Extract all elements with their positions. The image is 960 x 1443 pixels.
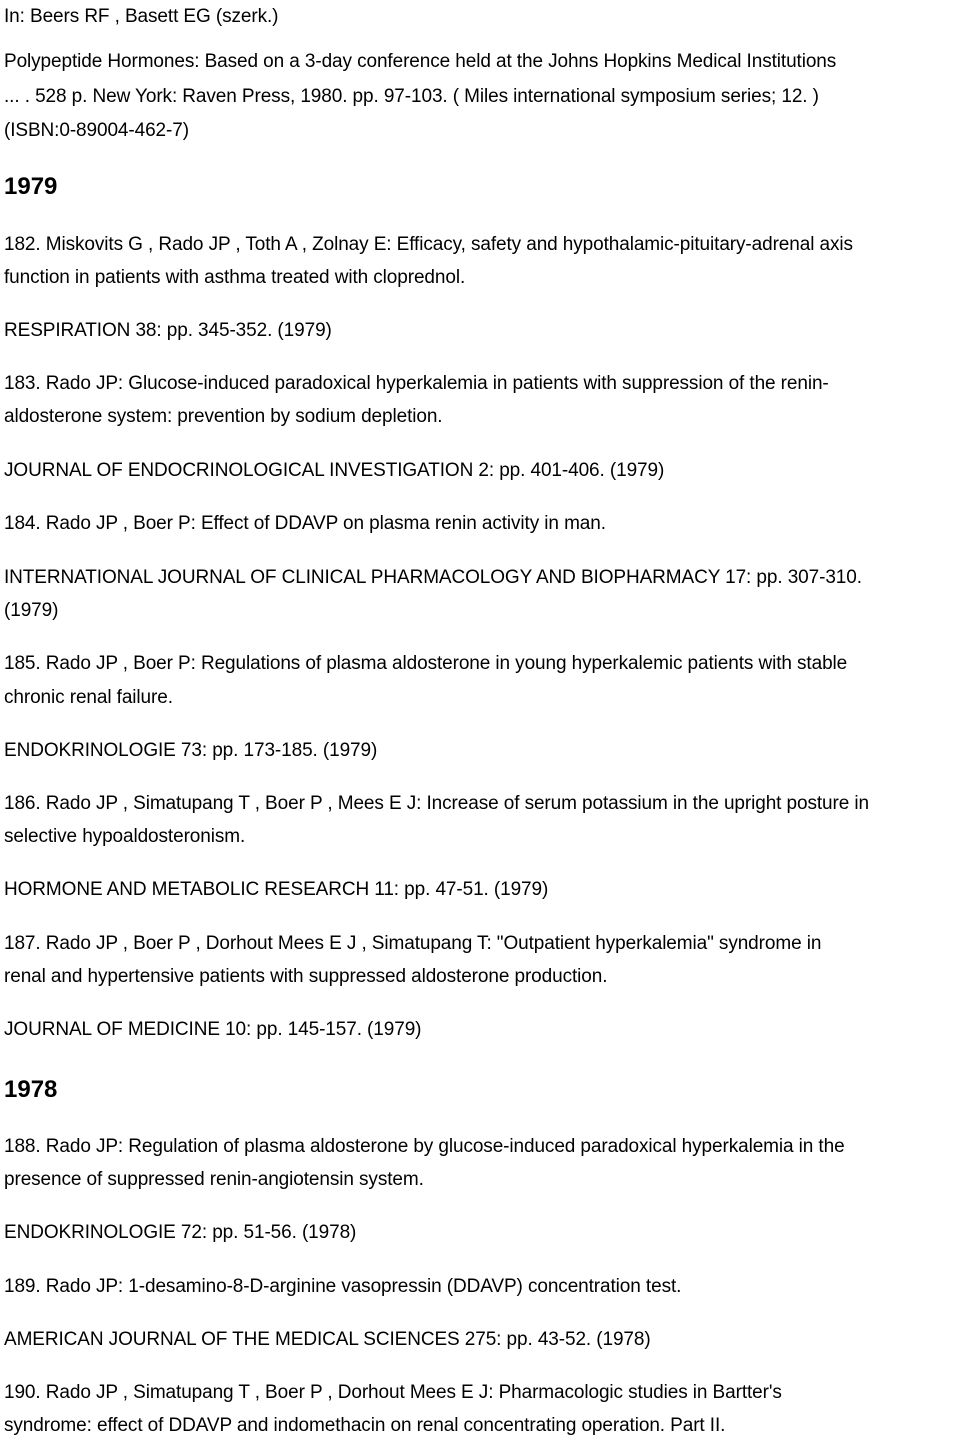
isbn-line: (ISBN:0-89004-462-7): [4, 120, 189, 141]
entry-190-title-cont: syndrome: effect of DDAVP and indomethacin on renal concentrating operation. Part II.: [4, 1415, 726, 1436]
entry-183-title: 183. Rado JP: Glucose-induced paradoxical hyperkalemia in patients with suppression of the renin-: [4, 373, 829, 394]
entry-184-title: 184. Rado JP , Boer P: Effect of DDAVP on plasma renin activity in man.: [4, 513, 606, 534]
entry-182-title: 182. Miskovits G , Rado JP , Toth A , Zolnay E: Efficacy, safety and hypothalamic-pituitary-adrenal axis: [4, 234, 853, 255]
entry-186-title-cont: selective hypoaldosteronism.: [4, 826, 246, 847]
entry-188-journal: ENDOKRINOLOGIE 72: pp. 51-56. (1978): [4, 1222, 357, 1243]
book-title-line: Polypeptide Hormones: Based on a 3-day conference held at the Johns Hopkins Medical Institutions: [4, 51, 837, 72]
entry-189-journal: AMERICAN JOURNAL OF THE MEDICAL SCIENCES 275: pp. 43-52. (1978): [4, 1329, 651, 1350]
entry-183-title-cont: aldosterone system: prevention by sodium depletion.: [4, 406, 443, 427]
entry-182-title-cont: function in patients with asthma treated with cloprednol.: [4, 267, 466, 288]
entry-186-title: 186. Rado JP , Simatupang T , Boer P , Mees E J: Increase of serum potassium in the upright posture in: [4, 793, 869, 814]
entry-187-journal: JOURNAL OF MEDICINE 10: pp. 145-157. (1979): [4, 1019, 422, 1040]
entry-186-journal: HORMONE AND METABOLIC RESEARCH 11: pp. 47-51. (1979): [4, 879, 549, 900]
entry-187-title: 187. Rado JP , Boer P , Dorhout Mees E J , Simatupang T: "Outpatient hyperkalemia" syndrome in: [4, 933, 822, 954]
entry-185-journal: ENDOKRINOLOGIE 73: pp. 173-185. (1979): [4, 740, 378, 761]
entry-184-journal: INTERNATIONAL JOURNAL OF CLINICAL PHARMACOLOGY AND BIOPHARMACY 17: pp. 307-310.: [4, 567, 862, 588]
entry-182-journal: RESPIRATION 38: pp. 345-352. (1979): [4, 320, 332, 341]
entry-189-title: 189. Rado JP: 1-desamino-8-D-arginine vasopressin (DDAVP) concentration test.: [4, 1276, 682, 1297]
year-heading-1978: 1978: [4, 1076, 58, 1103]
entry-183-journal: JOURNAL OF ENDOCRINOLOGICAL INVESTIGATION 2: pp. 401-406. (1979): [4, 460, 665, 481]
entry-185-title-cont: chronic renal failure.: [4, 687, 173, 708]
entry-188-title: 188. Rado JP: Regulation of plasma aldosterone by glucose-induced paradoxical hyperkalemia in the: [4, 1136, 845, 1157]
year-heading-1979: 1979: [4, 173, 58, 200]
entry-184-journal-cont: (1979): [4, 600, 59, 621]
entry-185-title: 185. Rado JP , Boer P: Regulations of plasma aldosterone in young hyperkalemic patients with stable: [4, 653, 848, 674]
entry-190-title: 190. Rado JP , Simatupang T , Boer P , Dorhout Mees E J: Pharmacologic studies in Bartter's: [4, 1382, 782, 1403]
entry-188-title-cont: presence of suppressed renin-angiotensin system.: [4, 1169, 424, 1190]
source-editors-line: In: Beers RF , Basett EG (szerk.): [4, 6, 279, 27]
entry-187-title-cont: renal and hypertensive patients with suppressed aldosterone production.: [4, 966, 608, 987]
book-details-line: ... . 528 p. New York: Raven Press, 1980. pp. 97-103. ( Miles international symposium series; 12. ): [4, 86, 819, 107]
